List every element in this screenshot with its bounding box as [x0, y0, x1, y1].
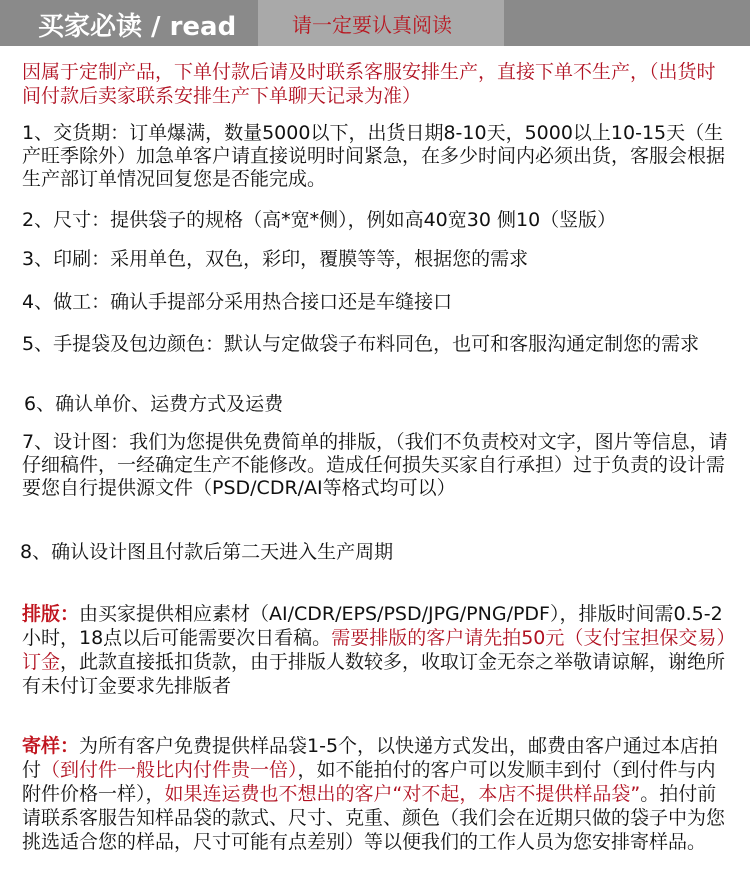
intro-notice: 因属于定制产品，下单付款后请及时联系客服安排生产，直接下单不生产，（出货时间付款后卖家联系安排生产下单聊天记录为准） [22, 61, 716, 107]
item-size: 2、尺寸：提供袋子的规格（高*宽*侧），例如高40宽30 侧10（竖版） [22, 209, 617, 231]
sample-text-1: 为所有客户免费提供样品袋1-5个，以快递方式发出，邮费由客户通过本店拍付 [22, 735, 719, 781]
header-notice: 请一定要认真阅读 [292, 13, 452, 37]
item-workmanship: 4、做工：确认手提部分采用热合接口还是车缝接口 [22, 291, 453, 313]
typesetting-label: 排版： [22, 603, 80, 625]
sample-text-2: ，如不能拍付的客户可以发顺丰到付（到付件与内附件价格一样）， [22, 759, 716, 805]
sample-no-freight-notice: 如果连运费也不想出的客户“对不起，本店不提供样品袋” [164, 783, 641, 805]
sample-section [22, 734, 730, 854]
sample-cod-notice: （到付件一般比内付件贵一倍） [41, 759, 298, 781]
page-title: 买家必读 / read [38, 12, 237, 42]
typesetting-deposit-notice: 需要排版的客户请先拍50元（支付宝担保交易）订金 [22, 627, 726, 673]
typesetting-text-2: ，此款直接抵扣货款，由于排版人数较多，收取订金无奈之举敬请谅解，谢绝所有未付订金要求先排版者 [22, 651, 726, 697]
item-delivery: 1、交货期：订单爆满，数量5000以下，出货日期8-10天，5000以上10-15天（生产旺季除外）加急单客户请直接说明时间紧急，在多少时间内必须出货，客服会根据生产部订单情况回复您是否能完成。 [22, 122, 726, 190]
item-handle-color: 5、手提袋及包边颜色：默认与定做袋子布料同色，也可和客服沟通定制您的需求 [22, 333, 700, 355]
sample-label: 寄样： [22, 735, 80, 757]
sample-text-3: 。拍付前请联系客服告知样品袋的款式、尺寸、克重、颜色（我们会在近期只做的袋子中为您挑选适合您的样品，尺寸可能有点差别）等以便我们的工作人员为您安排寄样品。 [22, 783, 726, 853]
item-production: 8、确认设计图且付款后第二天进入生产周期 [20, 541, 394, 563]
typesetting-section [22, 602, 730, 698]
item-printing: 3、印刷：采用单色，双色，彩印，覆膜等等，根据您的需求 [22, 248, 529, 270]
item-price: 6、确认单价、运费方式及运费 [24, 393, 284, 415]
item-design: 7、设计图：我们为您提供免费简单的排版，（我们不负责校对文字，图片等信息，请仔细稿件，一经确定生产不能修改。造成任何损失买家自行承担）过于负责的设计需要您自行提供源文件（PSD/CDR/AI等格式均可以） [22, 431, 728, 499]
typesetting-text-1: 由买家提供相应素材（AI/CDR/EPS/PSD/JPG/PNG/PDF），排版时间需0.5-2小时，18点以后可能需要次日看稿。 [22, 603, 723, 649]
